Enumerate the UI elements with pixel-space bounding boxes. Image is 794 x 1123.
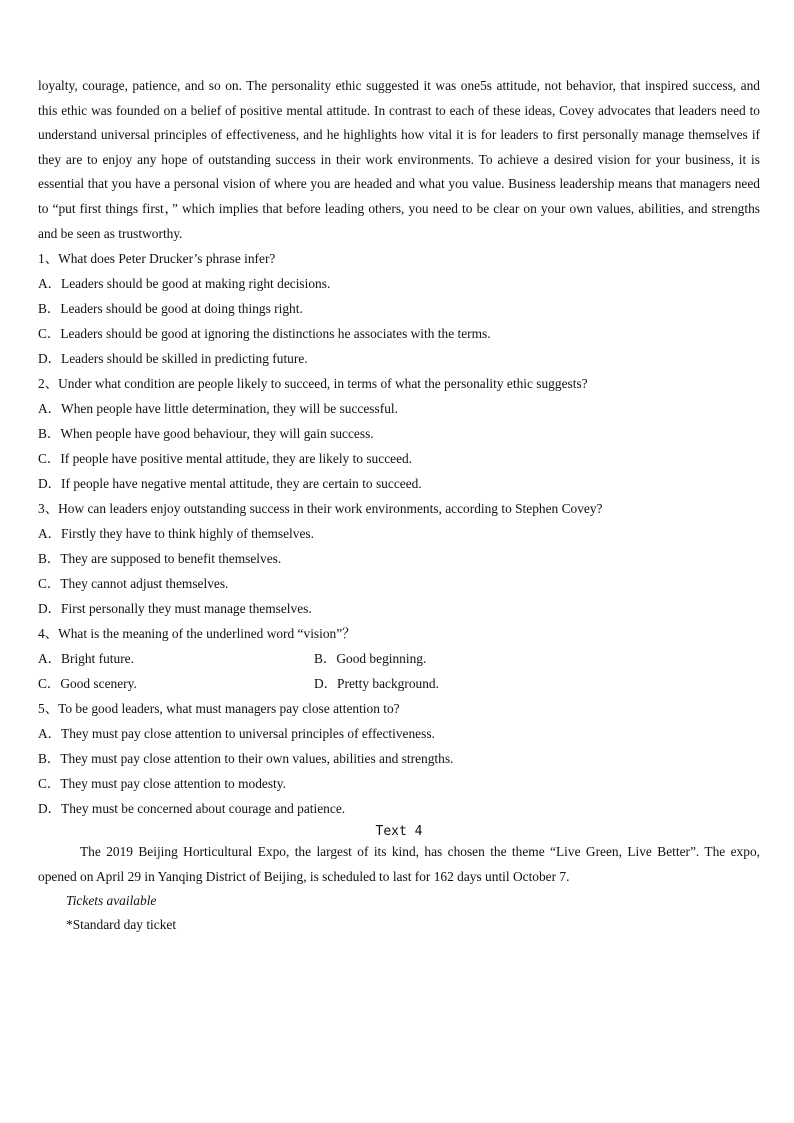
option-d: D．Leaders should be skilled in predicting future. (38, 351, 308, 367)
option-b: B．They are supposed to benefit themselves. (38, 551, 282, 567)
option-a: A．They must pay close attention to universal principles of effectiveness. (38, 726, 435, 742)
option-b: B．They must pay close attention to their own values, abilities and strengths. (38, 751, 454, 767)
section-title: Text 4 (375, 824, 423, 840)
passage-text: loyalty, courage, patience, and so on. The personality ethic suggested it was one5s attitude, not behavior, that inspired success, and this ethic was founded on a belief of positive mental attitude. In contrast to each of these ideas, Covey advocates that leaders need to understand universal principles of effectiveness, and he highlights how vital it is for leaders to first personally manage themselves if they are to enjoy any hope of outstanding success in their work environments. To achieve a desired vision for your business, it is essential that you have a personal vision of where you are headed and what you value. Business leadership means that managers need to “put first things first，” which implies that before leading others, you need to be clear on your own values, abilities, and strengths and be seen as trustworthy. (38, 78, 760, 241)
tickets-heading: Tickets available (66, 893, 157, 909)
document-page (38, 74, 760, 937)
option-c: C．Leaders should be good at ignoring the distinctions he associates with the terms. (38, 326, 491, 342)
option-d: D．Pretty background. (314, 676, 439, 692)
question-stem: 5、To be good leaders, what must managers pay close attention to? (38, 701, 400, 717)
question-5 (38, 696, 760, 821)
option-a: A．When people have little determination, they will be successful. (38, 401, 398, 417)
option-c: C．If people have positive mental attitude, they are likely to succeed. (38, 451, 413, 467)
question-2 (38, 371, 760, 496)
option-d: D．They must be concerned about courage and patience. (38, 801, 346, 817)
option-b: B．Good beginning. (314, 651, 427, 667)
option-b: B．Leaders should be good at doing things right. (38, 301, 303, 317)
option-b: B．When people have good behaviour, they will gain success. (38, 426, 374, 442)
option-c: C．Good scenery. (38, 676, 137, 692)
question-1 (38, 246, 760, 371)
option-a: A．Firstly they have to think highly of themselves. (38, 526, 314, 542)
text4-intro: The 2019 Beijing Horticultural Expo, the largest of its kind, has chosen the theme “Live Green, Live Better”. The expo, opened on April 29 in Yanqing District of Beijing, is scheduled to last for 162 days until October 7. (38, 844, 760, 884)
question-3 (38, 496, 760, 621)
standard-ticket-label: *Standard day ticket (66, 917, 177, 933)
question-stem: 3、How can leaders enjoy outstanding success in their work environments, according to Stephen Covey? (38, 501, 603, 517)
question-stem: 2、Under what condition are people likely to succeed, in terms of what the personality ethic suggests? (38, 376, 588, 392)
option-a: A．Bright future. (38, 651, 134, 667)
question-stem: 1、What does Peter Drucker’s phrase infer? (38, 251, 276, 267)
option-c: C．They must pay close attention to modesty. (38, 776, 286, 792)
question-stem: 4、What is the meaning of the underlined word “vision”？ (38, 626, 356, 642)
options-row (38, 646, 760, 671)
option-d: D．If people have negative mental attitude, they are certain to succeed. (38, 476, 422, 492)
question-4 (38, 621, 760, 696)
option-c: C．They cannot adjust themselves. (38, 576, 229, 592)
options-row (38, 671, 760, 696)
option-d: D．First personally they must manage themselves. (38, 601, 312, 617)
option-a: A．Leaders should be good at making right decisions. (38, 276, 331, 292)
